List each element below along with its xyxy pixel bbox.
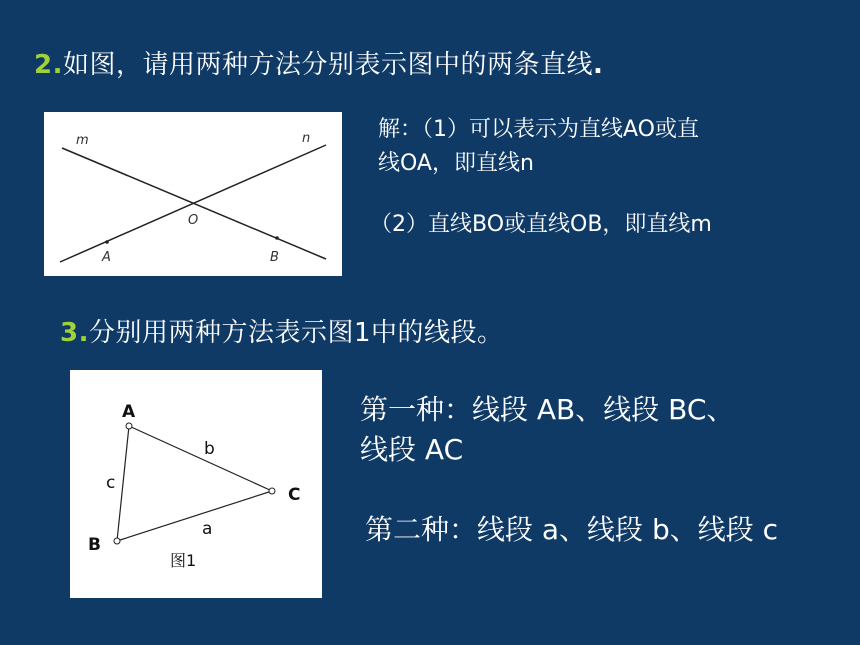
question3-answer1-line1: 第一种：线段 AB、线段 BC、 (360, 393, 735, 426)
vertex-a (126, 423, 132, 429)
question2-period: . (592, 50, 604, 80)
question3-number: 3. (60, 318, 89, 348)
segment-b (129, 426, 272, 491)
question3-answer1-line2: 线段 AC (360, 433, 464, 466)
question2-answer-line1: 解：（1）可以表示为直线AO或直 (378, 117, 699, 142)
triangle-figure (70, 370, 322, 598)
line-n (60, 145, 326, 262)
question2-answer-line3: （2）直线BO或直线OB，即直线m (370, 212, 712, 237)
label-side-a: a (202, 519, 213, 539)
intersecting-lines-diagram (44, 112, 342, 276)
question3-title (60, 312, 504, 349)
label-a: A (102, 250, 111, 265)
question2-number: 2. (34, 50, 63, 80)
label-side-c: c (106, 473, 116, 493)
intersecting-lines-figure (44, 112, 342, 276)
label-side-b: b (204, 439, 215, 459)
point-b (275, 236, 279, 240)
label-m: m (76, 133, 89, 148)
label-b: B (270, 250, 279, 265)
vertex-c (269, 488, 275, 494)
question2-title (34, 44, 603, 81)
label-vertex-b: B (88, 535, 101, 555)
vertex-b (114, 538, 120, 544)
segment-a (117, 491, 272, 541)
question3-answer2: 第二种：线段 a、线段 b、线段 c (365, 513, 779, 546)
triangle-diagram (70, 370, 322, 598)
question2-text: 如图，请用两种方法分别表示图中的两条直线 (62, 50, 593, 80)
label-o: O (188, 213, 199, 228)
point-a (105, 240, 109, 244)
label-vertex-a: A (122, 402, 136, 422)
question2-answer-line2: 线OA，即直线n (378, 151, 534, 176)
question3-text: 分别用两种方法表示图1中的线段。 (88, 318, 504, 348)
label-n: n (302, 131, 311, 146)
segment-c (117, 426, 129, 541)
figure-caption: 图1 (170, 551, 197, 570)
label-vertex-c: C (288, 485, 301, 505)
